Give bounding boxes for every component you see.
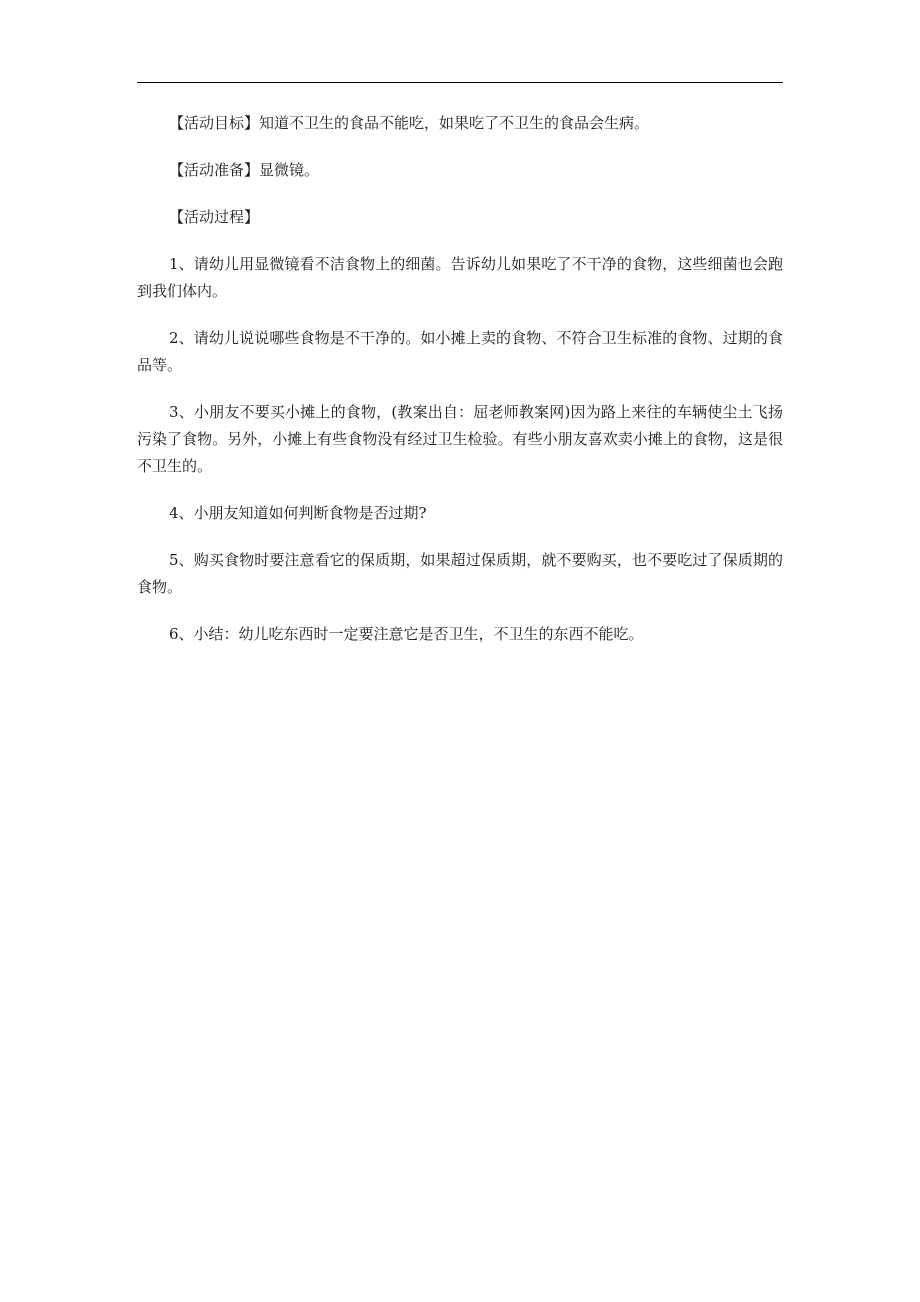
activity-objective: 【活动目标】知道不卫生的食品不能吃，如果吃了不卫生的食品会生病。 <box>169 114 650 132</box>
document-body <box>137 110 783 668</box>
activity-process-heading: 【活动过程】 <box>169 208 260 226</box>
process-step-4: 4、小朋友知道如何判断食物是否过期? <box>169 504 427 522</box>
process-step-1: 1、请幼儿用显微镜看不洁食物上的细菌。告诉幼儿如果吃了不干净的食物，这些细菌也会跑到我们体内。 <box>137 255 783 300</box>
process-step-3: 3、小朋友不要买小摊上的食物，(教案出自：屈老师教案网)因为路上来往的车辆使尘土飞扬污染了食物。另外，小摊上有些食物没有经过卫生检验。有些小朋友喜欢卖小摊上的食物，这是很不卫生的。 <box>137 403 783 475</box>
activity-preparation: 【活动准备】显微镜。 <box>169 161 320 179</box>
process-step-6: 6、小结：幼儿吃东西时一定要注意它是否卫生，不卫生的东西不能吃。 <box>169 625 644 643</box>
header-rule <box>137 82 783 83</box>
process-step-2: 2、请幼儿说说哪些食物是不干净的。如小摊上卖的食物、不符合卫生标准的食物、过期的食品等。 <box>137 329 783 374</box>
process-step-5: 5、购买食物时要注意看它的保质期，如果超过保质期，就不要购买，也不要吃过了保质期的食物。 <box>137 551 783 596</box>
